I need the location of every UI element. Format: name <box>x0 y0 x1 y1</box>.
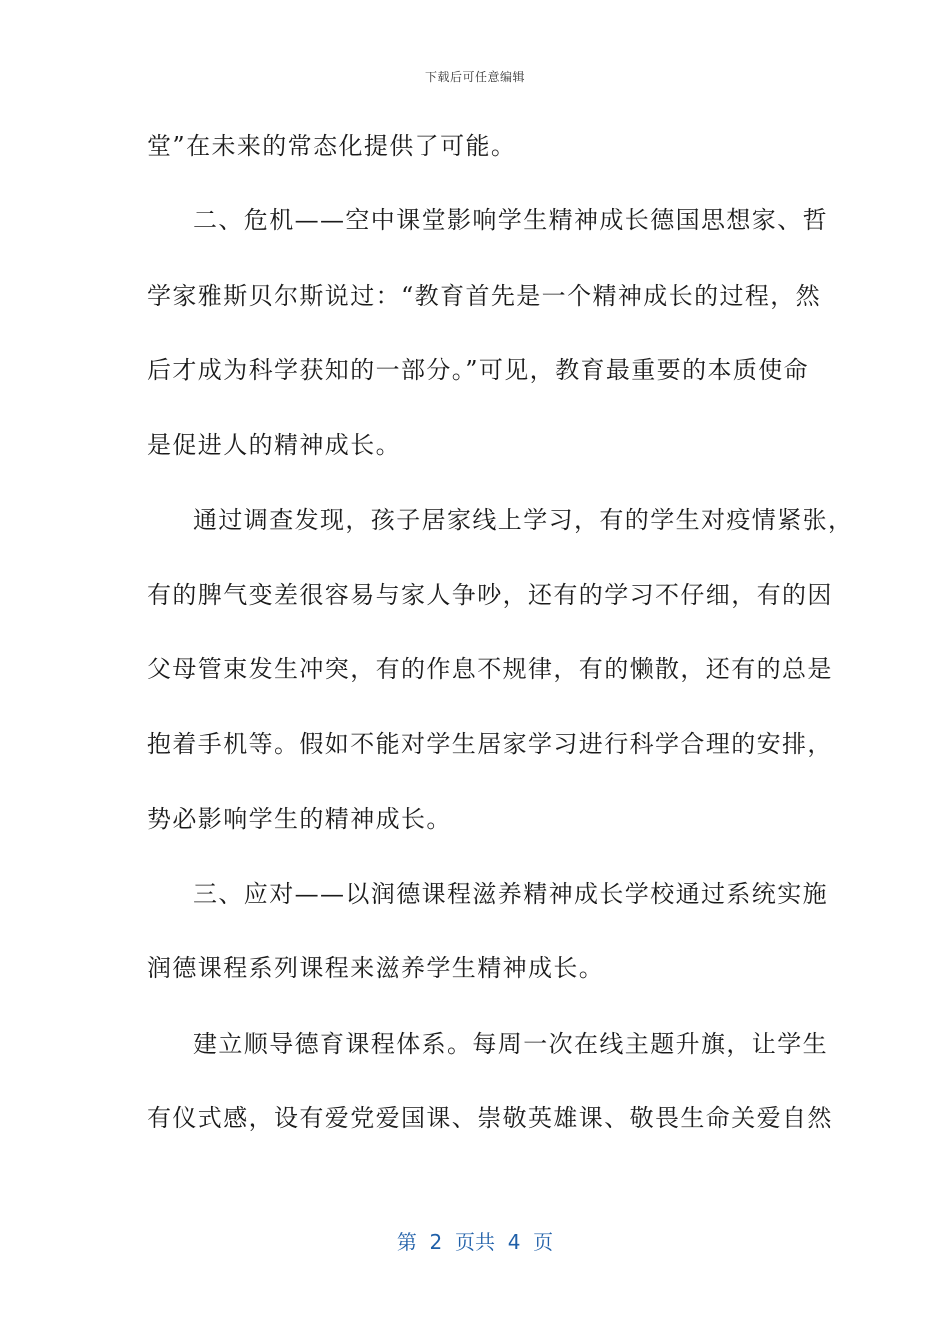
text-line: 势必影响学生的精神成长。 <box>147 805 452 833</box>
text-line: 堂”在未来的常态化提供了可能。 <box>147 132 517 160</box>
text-line: 二、危机——空中课堂影响学生精神成长德国思想家、哲 <box>193 206 828 234</box>
text-line: 有的脾气变差很容易与家人争吵，还有的学习不仔细，有的因 <box>147 581 833 609</box>
text-line: 润德课程系列课程来滋养学生精神成长。 <box>147 954 605 982</box>
page-footer-pagination: 第 2 页共 4 页 <box>396 1230 554 1254</box>
text-line: 三、应对——以润德课程滋养精神成长学校通过系统实施 <box>193 880 828 908</box>
text-line: 抱着手机等。假如不能对学生居家学习进行科学合理的安排， <box>147 730 833 758</box>
text-line: 后才成为科学获知的一部分。”可见，教育最重要的本质使命 <box>147 356 810 384</box>
text-line: 建立顺导德育课程体系。每周一次在线主题升旗，让学生 <box>193 1030 828 1058</box>
text-line: 学家雅斯贝尔斯说过：“教育首先是一个精神成长的过程，然 <box>147 282 822 310</box>
text-line: 父母管束发生冲突，有的作息不规律，有的懒散，还有的总是 <box>147 655 833 683</box>
page-header-note: 下载后可任意编辑 <box>424 70 525 84</box>
text-line: 有仪式感，设有爱党爱国课、崇敬英雄课、敬畏生命关爱自然 <box>147 1104 833 1132</box>
text-line: 通过调查发现，孩子居家线上学习，有的学生对疫情紧张， <box>193 506 854 534</box>
text-line: 是促进人的精神成长。 <box>147 431 401 459</box>
